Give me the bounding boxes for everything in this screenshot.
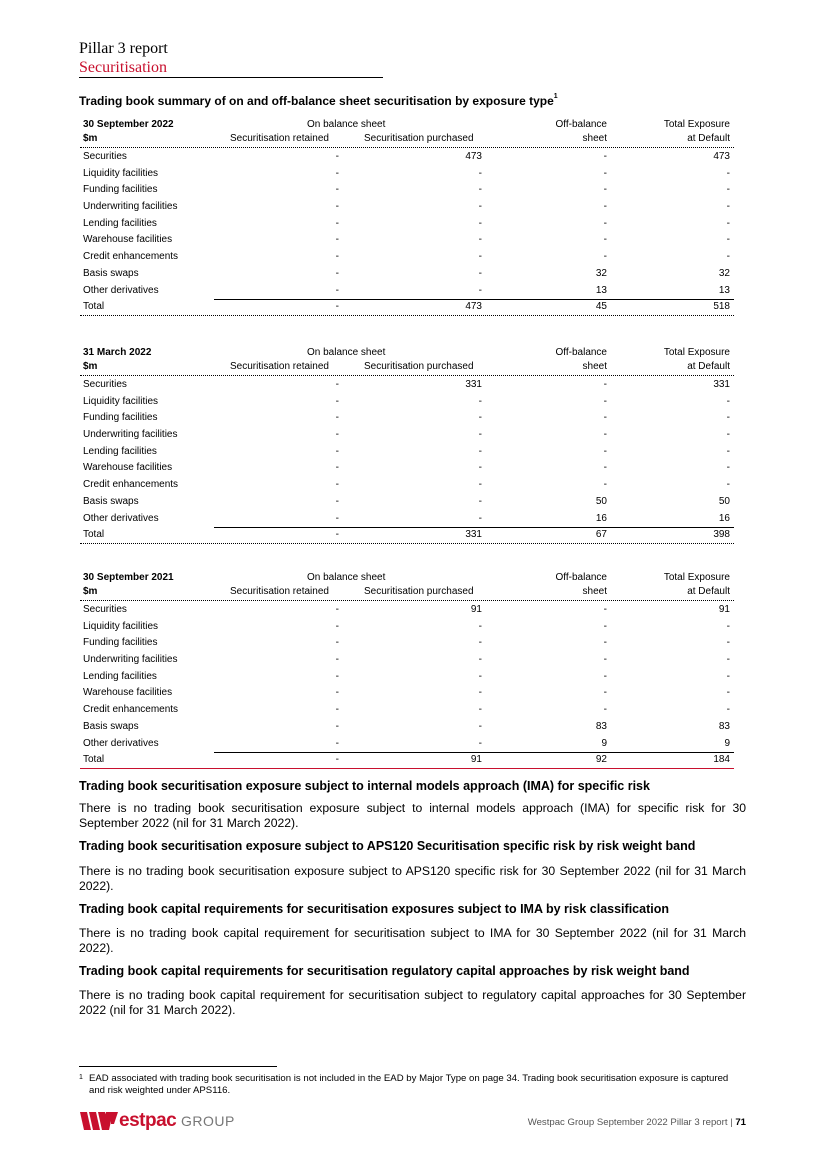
table-heading-text: Trading book summary of on and off-balance sheet securitisation by exposure type bbox=[79, 94, 554, 108]
off-balance-value: - bbox=[603, 479, 607, 491]
exposure-table bbox=[80, 571, 734, 769]
total-value: 91 bbox=[718, 604, 730, 615]
section-body-aps120: There is no trading book securitisation exposure subject to APS120 specific risk for 30 September 2022 (nil for 31 March 2022). bbox=[79, 864, 746, 893]
off-balance-value: 13 bbox=[595, 284, 607, 296]
section-heading-capital-regulatory: Trading book capital requirements for securitisation regulatory capital approaches by risk weight band bbox=[79, 964, 690, 978]
footnote-rule bbox=[79, 1066, 277, 1067]
off-balance-value: - bbox=[603, 462, 607, 474]
retained-value: - bbox=[335, 284, 339, 296]
table-row bbox=[80, 494, 734, 511]
retained-value: - bbox=[335, 604, 339, 615]
total-exposure-header: Total Exposure bbox=[663, 572, 730, 583]
off-balance-value: 50 bbox=[595, 495, 607, 507]
retained-value: - bbox=[335, 737, 339, 749]
total-value: 32 bbox=[718, 267, 730, 279]
total-value: 83 bbox=[718, 720, 730, 732]
table-row bbox=[80, 652, 734, 669]
purchased-value: - bbox=[478, 217, 482, 229]
off-balance-value: - bbox=[603, 654, 607, 666]
table-row bbox=[80, 249, 734, 266]
row-label: Credit enhancements bbox=[83, 251, 179, 263]
retained-value: - bbox=[335, 479, 339, 491]
purchased-header: Securitisation purchased bbox=[364, 586, 474, 597]
total-total-value: 398 bbox=[713, 529, 730, 541]
off-balance-value: 9 bbox=[601, 737, 607, 749]
row-label: Liquidity facilities bbox=[83, 620, 159, 632]
off-balance-value: - bbox=[603, 412, 607, 424]
header-separator bbox=[80, 375, 734, 376]
total-value: - bbox=[726, 479, 730, 491]
retained-header: Securitisation retained bbox=[230, 361, 329, 372]
period-label: 30 September 2021 bbox=[83, 572, 174, 583]
total-value: 50 bbox=[718, 495, 730, 507]
table-header-row-1 bbox=[80, 346, 734, 360]
off-balance-value: - bbox=[603, 704, 607, 716]
retained-value: - bbox=[335, 687, 339, 699]
row-label: Credit enhancements bbox=[83, 479, 179, 491]
row-label: Other derivatives bbox=[83, 737, 159, 749]
total-off-balance-value: 67 bbox=[595, 529, 607, 541]
off-balance-value: - bbox=[603, 379, 607, 390]
off-balance-value: - bbox=[603, 151, 607, 162]
total-exposure-header: Total Exposure bbox=[663, 347, 730, 358]
off-balance-value: - bbox=[603, 251, 607, 263]
off-balance-header-2: sheet bbox=[582, 133, 607, 144]
total-value: - bbox=[726, 462, 730, 474]
retained-value: - bbox=[335, 620, 339, 632]
row-label: Lending facilities bbox=[83, 217, 157, 229]
purchased-value: - bbox=[478, 704, 482, 716]
section-body-ima: There is no trading book securitisation exposure subject to internal models approach (IMA) for specific risk for 30 September 2022 (nil for 31 March 2022). bbox=[79, 801, 746, 830]
table-header-row-1 bbox=[80, 118, 734, 132]
purchased-value: - bbox=[478, 445, 482, 457]
retained-value: - bbox=[335, 184, 339, 196]
row-label: Securities bbox=[83, 379, 127, 390]
row-label: Securities bbox=[83, 604, 127, 615]
table-row bbox=[80, 166, 734, 183]
total-value: - bbox=[726, 429, 730, 441]
footnote-number: 1 bbox=[79, 1074, 83, 1081]
total-retained-value: - bbox=[335, 754, 339, 766]
retained-value: - bbox=[335, 217, 339, 229]
total-purchased-value: 91 bbox=[470, 754, 482, 766]
total-value: - bbox=[726, 412, 730, 424]
total-total-value: 184 bbox=[713, 754, 730, 766]
retained-value: - bbox=[335, 234, 339, 246]
purchased-value: - bbox=[478, 495, 482, 507]
table-row bbox=[80, 427, 734, 444]
purchased-header: Securitisation purchased bbox=[364, 133, 474, 144]
retained-value: - bbox=[335, 412, 339, 424]
table-row bbox=[80, 283, 734, 300]
off-balance-header-2: sheet bbox=[582, 586, 607, 597]
row-label: Warehouse facilities bbox=[83, 234, 173, 246]
table-row bbox=[80, 736, 734, 753]
purchased-value: - bbox=[478, 512, 482, 524]
row-label: Warehouse facilities bbox=[83, 462, 173, 474]
table-row bbox=[80, 232, 734, 249]
total-value: - bbox=[726, 201, 730, 213]
purchased-value: - bbox=[478, 720, 482, 732]
retained-value: - bbox=[335, 267, 339, 279]
total-row-label: Total bbox=[83, 754, 105, 766]
on-balance-header: On balance sheet bbox=[307, 572, 386, 583]
purchased-value: - bbox=[478, 412, 482, 424]
off-balance-value: - bbox=[603, 201, 607, 213]
total-row-label: Total bbox=[83, 529, 105, 541]
total-exposure-header-2: at Default bbox=[687, 361, 730, 372]
row-label: Liquidity facilities bbox=[83, 167, 159, 179]
total-value: - bbox=[726, 670, 730, 682]
table-row bbox=[80, 702, 734, 719]
total-value: - bbox=[726, 234, 730, 246]
unit-label: $m bbox=[83, 361, 98, 372]
retained-header: Securitisation retained bbox=[230, 133, 329, 144]
total-value: - bbox=[726, 654, 730, 666]
section-body-capital-ima: There is no trading book capital requirement for securitisation subject to IMA for 30 September 2022 (nil for 31 March 2022). bbox=[79, 926, 746, 955]
table-header-row-2 bbox=[80, 585, 734, 599]
total-retained-value: - bbox=[335, 301, 339, 313]
purchased-value: - bbox=[478, 637, 482, 649]
row-label: Underwriting facilities bbox=[83, 654, 178, 666]
table-row bbox=[80, 410, 734, 427]
total-value: 473 bbox=[713, 151, 730, 162]
off-balance-header: Off-balance bbox=[555, 572, 607, 583]
retained-value: - bbox=[335, 720, 339, 732]
table-header-row-2 bbox=[80, 132, 734, 146]
exposure-table bbox=[80, 118, 734, 316]
row-label: Basis swaps bbox=[83, 495, 139, 507]
row-label: Basis swaps bbox=[83, 267, 139, 279]
retained-value: - bbox=[335, 670, 339, 682]
table-row bbox=[80, 199, 734, 216]
total-row bbox=[80, 527, 734, 544]
purchased-value: - bbox=[478, 462, 482, 474]
total-value: - bbox=[726, 184, 730, 196]
section-heading-capital-ima: Trading book capital requirements for securitisation exposures subject to IMA by risk classification bbox=[79, 902, 669, 916]
unit-label: $m bbox=[83, 586, 98, 597]
total-value: - bbox=[726, 704, 730, 716]
purchased-value: - bbox=[478, 234, 482, 246]
total-value: - bbox=[726, 620, 730, 632]
total-value: 9 bbox=[724, 737, 730, 749]
row-label: Warehouse facilities bbox=[83, 687, 173, 699]
off-balance-value: - bbox=[603, 395, 607, 407]
off-balance-value: - bbox=[603, 637, 607, 649]
purchased-value: 473 bbox=[465, 151, 482, 162]
off-balance-value: - bbox=[603, 670, 607, 682]
table-row bbox=[80, 719, 734, 736]
table-row bbox=[80, 602, 734, 619]
page-footer bbox=[528, 1117, 746, 1128]
off-balance-value: 83 bbox=[595, 720, 607, 732]
total-retained-value: - bbox=[335, 529, 339, 541]
table-row bbox=[80, 477, 734, 494]
footnote bbox=[79, 1073, 746, 1097]
purchased-value: - bbox=[478, 654, 482, 666]
off-balance-value: - bbox=[603, 687, 607, 699]
row-label: Other derivatives bbox=[83, 512, 159, 524]
purchased-value: - bbox=[478, 670, 482, 682]
retained-value: - bbox=[335, 251, 339, 263]
total-row-label: Total bbox=[83, 301, 105, 313]
total-value: 13 bbox=[718, 284, 730, 296]
total-purchased-value: 473 bbox=[465, 301, 482, 313]
retained-value: - bbox=[335, 445, 339, 457]
on-balance-header: On balance sheet bbox=[307, 119, 386, 130]
table-row bbox=[80, 635, 734, 652]
header-rule bbox=[79, 77, 383, 78]
purchased-value: 91 bbox=[470, 604, 482, 615]
off-balance-value: - bbox=[603, 234, 607, 246]
table-row bbox=[80, 266, 734, 283]
retained-header: Securitisation retained bbox=[230, 586, 329, 597]
retained-value: - bbox=[335, 654, 339, 666]
section-title: Securitisation bbox=[79, 59, 167, 76]
header-separator bbox=[80, 147, 734, 148]
purchased-value: - bbox=[478, 184, 482, 196]
retained-value: - bbox=[335, 704, 339, 716]
row-label: Funding facilities bbox=[83, 637, 158, 649]
table-header-row-1 bbox=[80, 571, 734, 585]
row-label: Basis swaps bbox=[83, 720, 139, 732]
purchased-value: - bbox=[478, 737, 482, 749]
retained-value: - bbox=[335, 429, 339, 441]
row-label: Lending facilities bbox=[83, 670, 157, 682]
total-bottom-rule bbox=[80, 543, 734, 544]
retained-value: - bbox=[335, 167, 339, 179]
purchased-value: - bbox=[478, 284, 482, 296]
off-balance-header-2: sheet bbox=[582, 361, 607, 372]
retained-value: - bbox=[335, 379, 339, 390]
off-balance-value: 16 bbox=[595, 512, 607, 524]
header-separator bbox=[80, 600, 734, 601]
total-bottom-rule bbox=[80, 768, 734, 769]
row-label: Other derivatives bbox=[83, 284, 159, 296]
table-row bbox=[80, 216, 734, 233]
total-value: - bbox=[726, 687, 730, 699]
retained-value: - bbox=[335, 201, 339, 213]
off-balance-value: - bbox=[603, 429, 607, 441]
total-value: - bbox=[726, 637, 730, 649]
table-row bbox=[80, 182, 734, 199]
retained-value: - bbox=[335, 495, 339, 507]
row-label: Liquidity facilities bbox=[83, 395, 159, 407]
total-value: - bbox=[726, 167, 730, 179]
off-balance-value: 32 bbox=[595, 267, 607, 279]
table-row bbox=[80, 377, 734, 394]
row-label: Funding facilities bbox=[83, 184, 158, 196]
table-heading bbox=[79, 94, 558, 108]
retained-value: - bbox=[335, 395, 339, 407]
table-row bbox=[80, 685, 734, 702]
table-row bbox=[80, 444, 734, 461]
section-heading-aps120: Trading book securitisation exposure subject to APS120 Securitisation specific risk by risk weight band bbox=[79, 839, 696, 853]
brand-name: estpac bbox=[119, 1110, 177, 1131]
report-title: Pillar 3 report bbox=[79, 40, 168, 57]
off-balance-value: - bbox=[603, 184, 607, 196]
purchased-value: - bbox=[478, 395, 482, 407]
off-balance-value: - bbox=[603, 604, 607, 615]
brand-group: GROUP bbox=[181, 1113, 235, 1129]
total-off-balance-value: 45 bbox=[595, 301, 607, 313]
purchased-value: 331 bbox=[465, 379, 482, 390]
off-balance-header: Off-balance bbox=[555, 347, 607, 358]
total-bottom-rule bbox=[80, 315, 734, 316]
total-exposure-header-2: at Default bbox=[687, 133, 730, 144]
purchased-value: - bbox=[478, 620, 482, 632]
section-body-capital-regulatory: There is no trading book capital requirement for securitisation subject to regulatory capital approaches for 30 September 2022 (nil for 31 March 2022). bbox=[79, 988, 746, 1017]
off-balance-value: - bbox=[603, 167, 607, 179]
off-balance-value: - bbox=[603, 445, 607, 457]
footer-report-name: Westpac Group September 2022 Pillar 3 report | bbox=[527, 1117, 733, 1128]
purchased-value: - bbox=[478, 251, 482, 263]
row-label: Securities bbox=[83, 151, 127, 162]
total-value: 16 bbox=[718, 512, 730, 524]
total-exposure-header-2: at Default bbox=[687, 586, 730, 597]
purchased-value: - bbox=[478, 201, 482, 213]
total-value: - bbox=[726, 217, 730, 229]
table-header-row-2 bbox=[80, 360, 734, 374]
on-balance-header: On balance sheet bbox=[307, 347, 386, 358]
table-row bbox=[80, 460, 734, 477]
exposure-table bbox=[80, 346, 734, 544]
table-row bbox=[80, 394, 734, 411]
table-row bbox=[80, 619, 734, 636]
section-heading-ima: Trading book securitisation exposure subject to internal models approach (IMA) for specific risk bbox=[79, 779, 650, 793]
total-value: - bbox=[726, 445, 730, 457]
footnote-text: EAD associated with trading book securitisation is not included in the EAD by Major Type on page 34. Trading book securitisation exposure is captured and risk weighted under APS116. bbox=[89, 1073, 729, 1096]
total-off-balance-value: 92 bbox=[595, 754, 607, 766]
retained-value: - bbox=[335, 151, 339, 162]
total-purchased-value: 331 bbox=[465, 529, 482, 541]
off-balance-value: - bbox=[603, 620, 607, 632]
retained-value: - bbox=[335, 462, 339, 474]
total-row bbox=[80, 299, 734, 316]
total-total-value: 518 bbox=[713, 301, 730, 313]
westpac-w-icon bbox=[80, 1112, 118, 1130]
total-value: - bbox=[726, 395, 730, 407]
purchased-value: - bbox=[478, 267, 482, 279]
row-label: Underwriting facilities bbox=[83, 429, 178, 441]
row-label: Funding facilities bbox=[83, 412, 158, 424]
table-row bbox=[80, 149, 734, 166]
retained-value: - bbox=[335, 512, 339, 524]
period-label: 30 September 2022 bbox=[83, 119, 174, 130]
row-label: Lending facilities bbox=[83, 445, 157, 457]
purchased-value: - bbox=[478, 687, 482, 699]
unit-label: $m bbox=[83, 133, 98, 144]
total-value: - bbox=[726, 251, 730, 263]
purchased-value: - bbox=[478, 429, 482, 441]
total-value: 331 bbox=[713, 379, 730, 390]
table-row bbox=[80, 511, 734, 528]
total-exposure-header: Total Exposure bbox=[663, 119, 730, 130]
off-balance-value: - bbox=[603, 217, 607, 229]
table-row bbox=[80, 669, 734, 686]
page-number: 71 bbox=[735, 1117, 746, 1128]
off-balance-header: Off-balance bbox=[555, 119, 607, 130]
purchased-value: - bbox=[478, 167, 482, 179]
row-label: Credit enhancements bbox=[83, 704, 179, 716]
purchased-header: Securitisation purchased bbox=[364, 361, 474, 372]
retained-value: - bbox=[335, 637, 339, 649]
row-label: Underwriting facilities bbox=[83, 201, 178, 213]
total-row bbox=[80, 752, 734, 769]
purchased-value: - bbox=[478, 479, 482, 491]
period-label: 31 March 2022 bbox=[83, 347, 152, 358]
footnote-marker: 1 bbox=[553, 93, 558, 100]
